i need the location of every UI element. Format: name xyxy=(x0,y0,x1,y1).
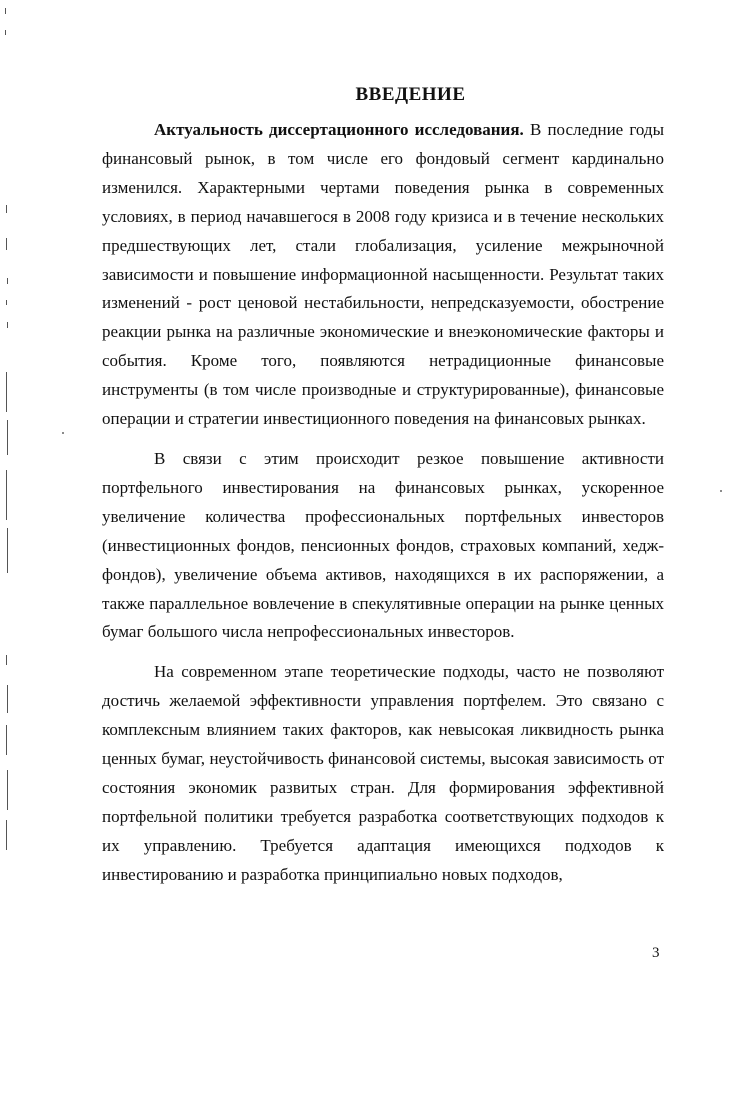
paragraph-lead: Актуальность диссертационного исследования. xyxy=(154,120,524,139)
paragraph-text: В последние годы финансовый рынок, в том числе его фондовый сегмент кардинально изменился. Характерными чертами поведения рынка в современных условиях, в период начавшегося в 2008 году кризиса и в течение нескольких предшествующих лет, стали глобализация, усиление межрыночной зависимости и повышение информационной насыщенности. Результат таких изменений - рост ценовой нестабильности, непредсказуемости, обострение реакции рынка на различные экономические и внеэкономические факторы и события. Кроме того, появляются нетрадиционные финансовые инструменты (в том числе производные и структурированные), финансовые операции и стратегии инвестиционного поведения на финансовых рынках. xyxy=(102,120,664,429)
scan-mark xyxy=(6,205,7,213)
scan-mark xyxy=(6,725,7,755)
scan-mark xyxy=(7,322,8,328)
scan-speck xyxy=(720,490,722,492)
scan-mark xyxy=(6,372,7,412)
scan-mark xyxy=(5,8,6,14)
scan-mark xyxy=(6,470,7,520)
scan-mark xyxy=(5,30,6,35)
scan-mark xyxy=(7,278,8,284)
scan-mark xyxy=(6,820,7,850)
scan-mark xyxy=(6,300,7,305)
scan-mark xyxy=(6,655,7,665)
scan-mark xyxy=(6,238,7,250)
scan-mark xyxy=(7,685,8,713)
page-number: 3 xyxy=(652,945,660,961)
document-heading: ВВЕДЕНИЕ xyxy=(355,84,466,105)
paragraph-relevance xyxy=(102,116,664,434)
scan-speck xyxy=(62,432,64,434)
scan-mark xyxy=(7,528,8,573)
scan-edge-marks xyxy=(0,0,14,1100)
paragraph-theoretical-approaches: На современном этапе теоретические подходы, часто не позволяют достичь желаемой эффективности управления портфелем. Это связано с комплексным влиянием таких факторов, как невысокая ликвидность рынка ценных бумаг, неустойчивость финансовой системы, высокая зависимость от состояния экономик развитых стран. Для формирования эффективной портфельной политики требуется разработка соответствующих подходов к их управлению. Требуется адаптация имеющихся подходов к инвестированию и разработка принципиально новых подходов, xyxy=(102,662,664,884)
document-body xyxy=(102,116,664,890)
scan-mark xyxy=(7,420,8,455)
paragraph-portfolio-activity: В связи с этим происходит резкое повышение активности портфельного инвестирования на финансовых рынках, ускоренное увеличение количества профессиональных портфельных инвесторов (инвестиционных фондов, пенсионных фондов, страховых компаний, хедж-фондов), увеличение объема активов, находящихся в их распоряжении, а также параллельное вовлечение в спекулятивные операции на рынке ценных бумаг большого числа непрофессиональных инвесторов. xyxy=(102,448,664,642)
scan-mark xyxy=(7,770,8,810)
